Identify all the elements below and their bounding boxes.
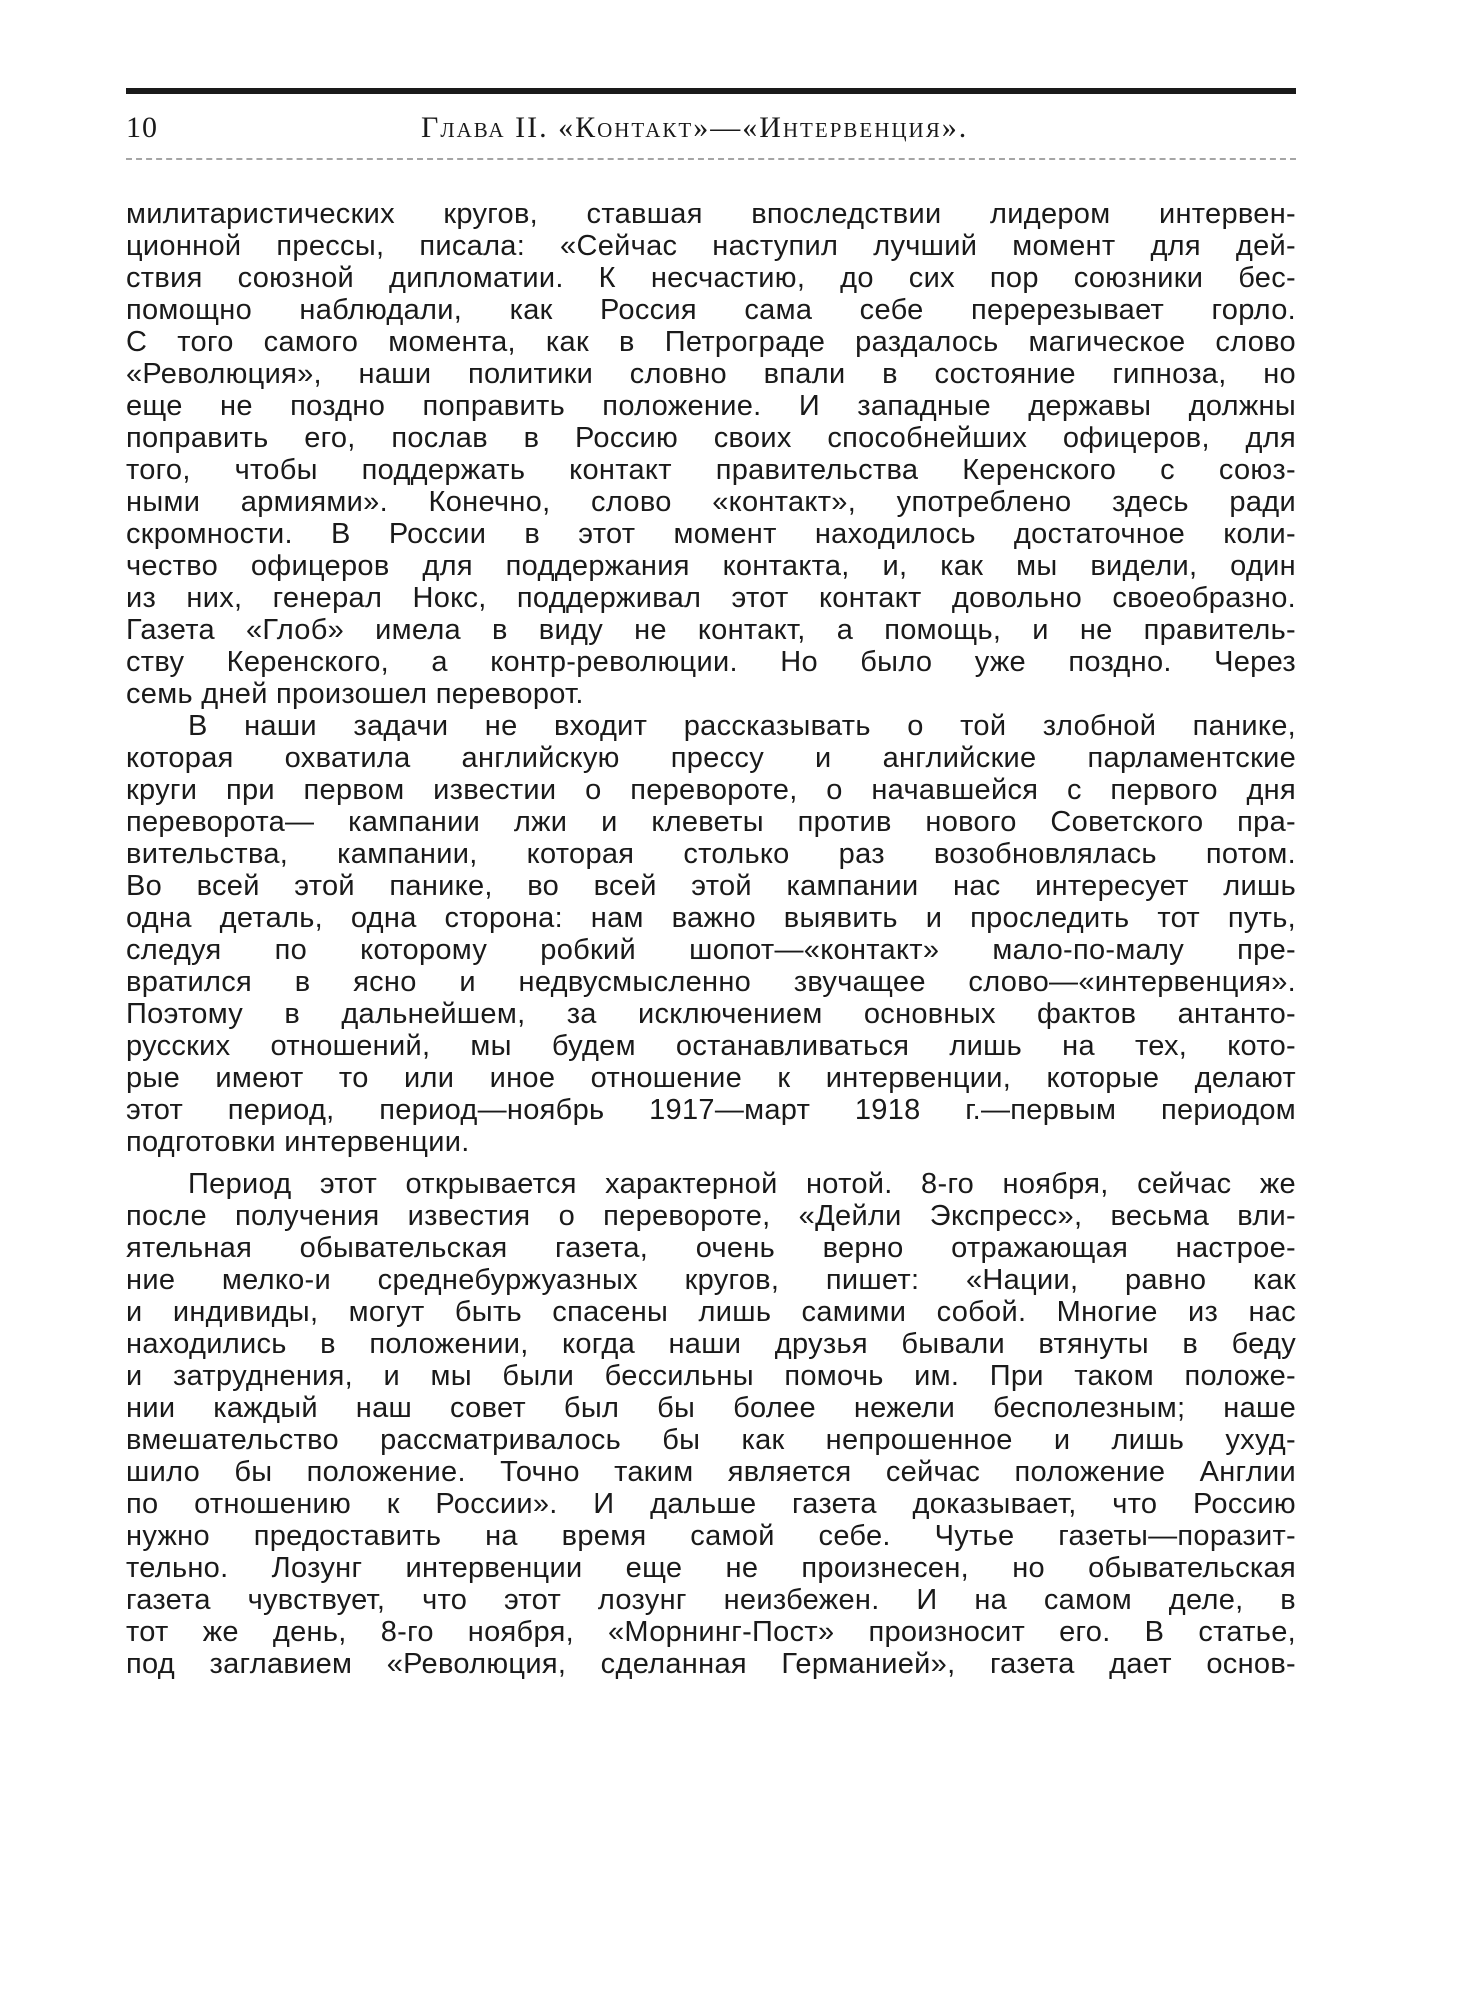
page-number: 10 xyxy=(126,111,158,144)
text-line: В наши задачи не входит рассказывать о той злобной панике, xyxy=(188,710,1296,742)
text-line: вмешательство рассматривалось бы как непрошенное и лишь ухуд- xyxy=(126,1424,1296,1456)
text-line: шило бы положение. Точно таким является сейчас положение Англии xyxy=(126,1456,1296,1488)
header-top-rule xyxy=(126,88,1296,94)
text-line: русских отношений, мы будем останавливаться лишь на тех, кото- xyxy=(126,1030,1296,1062)
text-line: ствия союзной дипломатии. К несчастию, до сих пор союзники бес- xyxy=(126,262,1296,294)
text-line: того, чтобы поддержать контакт правительства Керенского с союз- xyxy=(126,454,1296,486)
paragraph-3 xyxy=(126,1168,1296,1680)
paragraph-2 xyxy=(126,710,1296,1158)
text-line: ными армиями». Конечно, слово «контакт», употреблено здесь ради xyxy=(126,486,1296,518)
text-line: чество офицеров для поддержания контакта, и, как мы видели, один xyxy=(126,550,1296,582)
text-line: этот период, период—ноябрь 1917—март 1918 г.—первым периодом xyxy=(126,1094,1296,1126)
text-line: тельно. Лозунг интервенции еще не произнесен, но обывательская xyxy=(126,1552,1296,1584)
text-line: и затруднения, и мы были бессильны помочь им. При таком положе- xyxy=(126,1360,1296,1392)
text-line: вительства, кампании, которая столько раз возобновлялась потом. xyxy=(126,838,1296,870)
text-line: одна деталь, одна сторона: нам важно выявить и проследить тот путь, xyxy=(126,902,1296,934)
text-line: и индивиды, могут быть спасены лишь самими собой. Многие из нас xyxy=(126,1296,1296,1328)
text-line: помощно наблюдали, как Россия сама себе перерезывает горло. xyxy=(126,294,1296,326)
running-title: Глава II. «Контакт»—«Интервенция». xyxy=(421,111,969,144)
text-line: нии каждый наш совет был бы более нежели бесполезным; наше xyxy=(126,1392,1296,1424)
text-line: семь дней произошел переворот. xyxy=(126,678,584,710)
page-header xyxy=(126,108,1296,148)
text-line: находились в положении, когда наши друзья бывали втянуты в беду xyxy=(126,1328,1296,1360)
text-line: подготовки интервенции. xyxy=(126,1126,470,1158)
text-line: по отношению к России». И дальше газета доказывает, что Россию xyxy=(126,1488,1296,1520)
text-line: милитаристических кругов, ставшая впоследствии лидером интервен- xyxy=(126,198,1296,230)
text-line: под заглавием «Революция, сделанная Германией», газета дает основ- xyxy=(126,1648,1296,1680)
text-line: тот же день, 8-го ноября, «Морнинг-Пост» произносит его. В статье, xyxy=(126,1616,1296,1648)
text-line: следуя по которому робкий шопот—«контакт» мало-по-малу пре- xyxy=(126,934,1296,966)
text-line: ционной прессы, писала: «Сейчас наступил лучший момент для дей- xyxy=(126,230,1296,262)
text-line: круги при первом известии о перевороте, о начавшейся с первого дня xyxy=(126,774,1296,806)
text-line: Газета «Глоб» имела в виду не контакт, а помощь, и не правитель- xyxy=(126,614,1296,646)
paragraph-1 xyxy=(126,198,1296,710)
text-line: нужно предоставить на время самой себе. Чутье газеты—поразит- xyxy=(126,1520,1296,1552)
text-line: ние мелко-и среднебуржуазных кругов, пишет: «Нации, равно как xyxy=(126,1264,1296,1296)
text-line: С того самого момента, как в Петрограде раздалось магическое слово xyxy=(126,326,1296,358)
text-line: ятельная обывательская газета, очень верно отражающая настрое- xyxy=(126,1232,1296,1264)
text-line: поправить его, послав в Россию своих способнейших офицеров, для xyxy=(126,422,1296,454)
text-line: скромности. В России в этот момент находилось достаточное коли- xyxy=(126,518,1296,550)
text-line: которая охватила английскую прессу и английские парламентские xyxy=(126,742,1296,774)
text-line: «Революция», наши политики словно впали в состояние гипноза, но xyxy=(126,358,1296,390)
body-text xyxy=(126,198,1296,1680)
text-line: вратился в ясно и недвусмысленно звучащее слово—«интервенция». xyxy=(126,966,1296,998)
paragraph-gap xyxy=(126,1158,1296,1168)
text-line: газета чувствует, что этот лозунг неизбежен. И на самом деле, в xyxy=(126,1584,1296,1616)
text-line: ству Керенского, а контр-революции. Но было уже поздно. Через xyxy=(126,646,1296,678)
text-line: из них, генерал Нокс, поддерживал этот контакт довольно своеобразно. xyxy=(126,582,1296,614)
header-bottom-rule xyxy=(126,158,1296,160)
text-line: Поэтому в дальнейшем, за исключением основных фактов антанто- xyxy=(126,998,1296,1030)
text-line: переворота— кампании лжи и клеветы против нового Советского пра- xyxy=(126,806,1296,838)
text-line: Период этот открывается характерной нотой. 8-го ноября, сейчас же xyxy=(188,1168,1296,1200)
text-line: рые имеют то или иное отношение к интервенции, которые делают xyxy=(126,1062,1296,1094)
text-line: Во всей этой панике, во всей этой кампании нас интересует лишь xyxy=(126,870,1296,902)
text-line: еще не поздно поправить положение. И западные державы должны xyxy=(126,390,1296,422)
book-page xyxy=(126,88,1296,1680)
text-line: после получения известия о перевороте, «Дейли Экспресс», весьма вли- xyxy=(126,1200,1296,1232)
